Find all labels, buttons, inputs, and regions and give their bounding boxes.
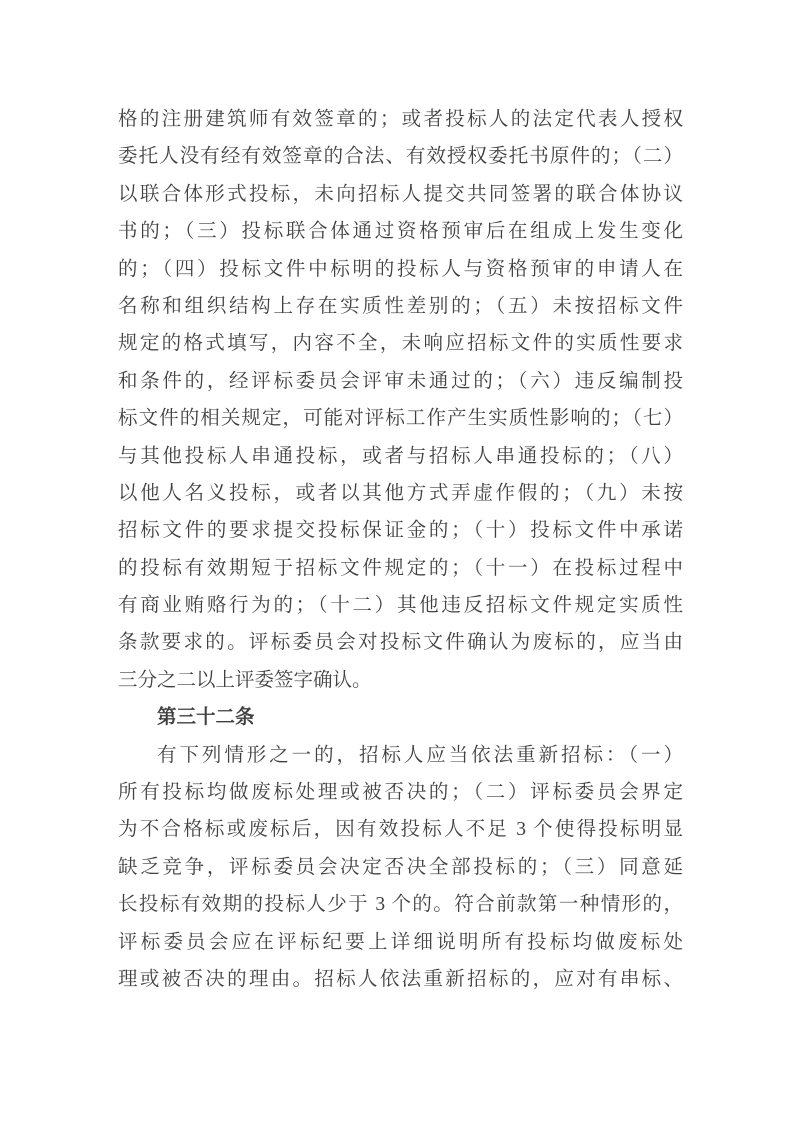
document-text-body	[118, 101, 683, 998]
text-line: 以联合体形式投标，未向招标人提交共同签署的联合体协议	[118, 183, 683, 205]
text-line: 为不合格标或废标后，因有效投标人不足 3 个使得投标明显	[118, 819, 683, 841]
text-line: 招标文件的要求提交投标保证金的；（十）投标文件中承诺	[118, 520, 683, 542]
text-line: 条款要求的。评标委员会对投标文件确认为废标的，应当由	[118, 632, 683, 654]
text-line: 的；（四）投标文件中标明的投标人与资格预审的申请人在	[118, 258, 683, 280]
article-32-body-paragraph	[118, 737, 683, 999]
text-line: 评标委员会应在评标纪要上详细说明所有投标均做废标处	[118, 931, 683, 953]
text-line: 与其他投标人串通投标，或者与招标人串通投标的；（八）	[118, 445, 683, 467]
text-line: 三分之二以上评委签字确认。	[118, 669, 372, 691]
article-32-heading	[118, 699, 683, 736]
text-line: 有下列情形之一的，招标人应当依法重新招标：（一）	[157, 744, 683, 766]
text-line: 和条件的，经评标委员会评审未通过的；（六）违反编制投	[118, 370, 683, 392]
text-line: 所有投标均做废标处理或被否决的；（二）评标委员会界定	[118, 782, 683, 804]
text-line: 有商业贿赂行为的；（十二）其他违反招标文件规定实质性	[118, 595, 683, 617]
text-line: 格的注册建筑师有效签章的；或者投标人的法定代表人授权	[118, 109, 683, 130]
text-line: 第三十二条	[157, 707, 255, 729]
text-line: 名称和组织结构上存在实质性差别的；（五）未按招标文件	[118, 295, 683, 317]
text-line: 标文件的相关规定，可能对评标工作产生实质性影响的；（七）	[118, 408, 683, 430]
text-line: 委托人没有经有效签章的合法、有效授权委托书原件的；（二）	[118, 146, 683, 168]
text-line: 理或被否决的理由。招标人依法重新招标的，应对有串标、	[118, 968, 683, 990]
text-line: 书的；（三）投标联合体通过资格预审后在组成上发生变化	[118, 221, 683, 243]
text-line: 长投标有效期的投标人少于 3 个的。符合前款第一种情形的，	[118, 894, 683, 916]
text-line: 缺乏竞争，评标委员会决定否决全部投标的；（三）同意延	[118, 856, 683, 878]
text-line: 以他人名义投标，或者以其他方式弄虚作假的；（九）未按	[118, 482, 683, 504]
text-line: 的投标有效期短于招标文件规定的；（十一）在投标过程中	[118, 557, 683, 579]
continuation-paragraph	[118, 101, 683, 699]
text-line: 规定的格式填写，内容不全，未响应招标文件的实质性要求	[118, 333, 683, 355]
